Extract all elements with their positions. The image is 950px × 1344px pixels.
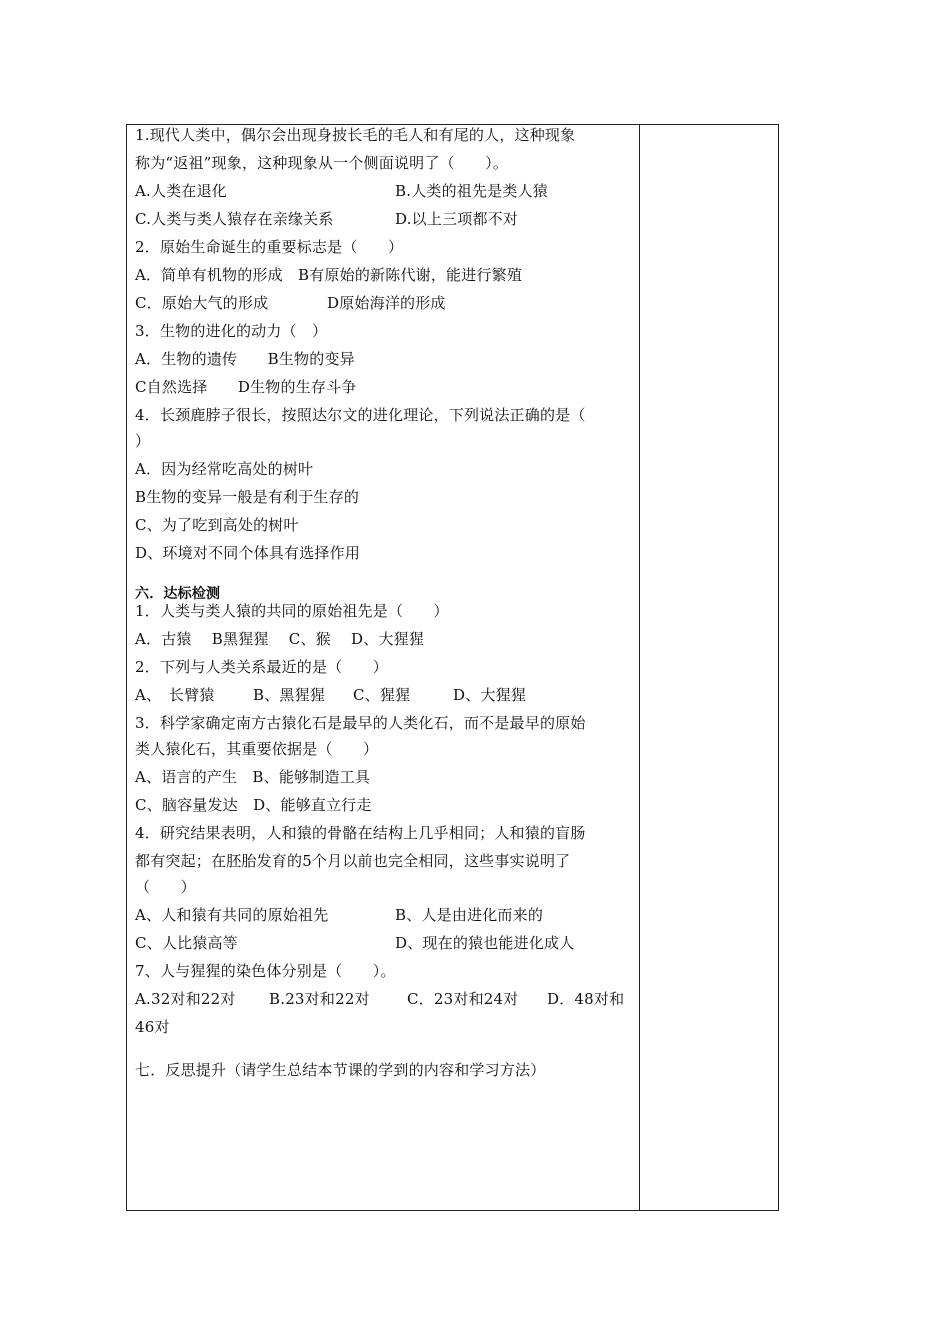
s5-q4-option-d: D、环境对不同个体具有选择作用 bbox=[135, 544, 361, 562]
s6-q4-stem-line1: 4．研究结果表明，人和猿的骨骼在结构上几乎相同；人和猿的盲肠 bbox=[135, 824, 586, 842]
s6-q7-option-d: D．48对和 bbox=[547, 990, 625, 1008]
s5-q4-option-c: C、为了吃到高处的树叶 bbox=[135, 516, 299, 534]
s6-q4-stem-line2: 都有突起；在胚胎发育的5个月以前也完全相同，这些事实说明了 bbox=[135, 852, 571, 870]
section6-heading: 六．达标检测 bbox=[135, 586, 221, 602]
s5-q2-option-c: C．原始大气的形成 bbox=[135, 294, 269, 312]
s5-q1-option-a: A.人类在退化 bbox=[135, 182, 228, 200]
s5-q2-options-row1: A．简单有机物的形成 B有原始的新陈代谢，能进行繁殖 bbox=[135, 266, 523, 284]
s5-q3-options-row2: C自然选择 D生物的生存斗争 bbox=[135, 378, 357, 396]
s6-q4-option-a: A、人和猿有共同的原始祖先 bbox=[135, 906, 329, 924]
column-divider bbox=[639, 125, 640, 1210]
s5-q4-option-a: A．因为经常吃高处的树叶 bbox=[135, 460, 314, 478]
s6-q4-option-d: D、现在的猿也能进化成人 bbox=[395, 934, 575, 952]
s6-q2-option-a: A、 长臂猿 bbox=[135, 686, 215, 704]
s6-q1-options: A．古猿 B黑猩猩 C、猴 D、大猩猩 bbox=[135, 630, 425, 648]
s6-q1-stem: 1．人类与类人猿的共同的原始祖先是（ ） bbox=[135, 602, 449, 620]
s6-q4-option-b: B、人是由进化而来的 bbox=[395, 906, 544, 924]
s6-q4-option-c: C、人比猿高等 bbox=[135, 934, 238, 952]
s5-q4-stem-line1: 4．长颈鹿脖子很长，按照达尔文的进化理论，下列说法正确的是（ bbox=[135, 406, 586, 424]
s5-q1-option-d: D.以上三项都不对 bbox=[395, 210, 519, 228]
s6-q2-option-c: C、猩猩 bbox=[353, 686, 411, 704]
worksheet-table bbox=[126, 124, 779, 1211]
s6-q7-option-c: C．23对和24对 bbox=[407, 990, 519, 1008]
s5-q1-stem-line1: 1.现代人类中，偶尔会出现身披长毛的毛人和有尾的人，这种现象 bbox=[135, 126, 576, 144]
s6-q7-option-b: B.23对和22对 bbox=[269, 990, 370, 1008]
s6-q3-options-row1: A、语言的产生 B、能够制造工具 bbox=[135, 768, 371, 786]
s5-q4-option-b: B生物的变异一般是有利于生存的 bbox=[135, 488, 360, 506]
s5-q1-option-b: B.人类的祖先是类人猿 bbox=[395, 182, 548, 200]
s5-q4-stem-line2: ） bbox=[135, 432, 151, 450]
s5-q1-option-c: C.人类与类人猿存在亲缘关系 bbox=[135, 210, 334, 228]
s6-q3-stem-line2: 类人猿化石，其重要依据是（ ） bbox=[135, 740, 379, 758]
section7-heading: 七．反思提升（请学生总结本节课的学到的内容和学习方法） bbox=[135, 1061, 546, 1079]
s6-q2-stem: 2．下列与人类关系最近的是（ ） bbox=[135, 658, 388, 676]
s6-q2-option-b: B、黑猩猩 bbox=[253, 686, 326, 704]
s6-q4-stem-line3: （ ） bbox=[135, 878, 196, 896]
s5-q3-stem: 3．生物的进化的动力（ ） bbox=[135, 322, 328, 340]
s6-q2-option-d: D、大猩猩 bbox=[453, 686, 527, 704]
s6-q3-options-row2: C、脑容量发达 D、能够直立行走 bbox=[135, 796, 372, 814]
s5-q2-option-d: D原始海洋的形成 bbox=[327, 294, 446, 312]
s5-q3-options-row1: A．生物的遗传 B生物的变异 bbox=[135, 350, 355, 368]
s5-q1-stem-line2: 称为“返祖”现象，这种现象从一个侧面说明了（ ）。 bbox=[135, 154, 509, 172]
s6-q3-stem-line1: 3．科学家确定南方古猿化石是最早的人类化石，而不是最早的原始 bbox=[135, 714, 586, 732]
s5-q2-stem: 2．原始生命诞生的重要标志是（ ） bbox=[135, 238, 404, 256]
s6-q7-option-a: A.32对和22对 bbox=[135, 990, 236, 1008]
s6-q7-stem: 7、人与猩猩的染色体分别是（ ）。 bbox=[135, 962, 396, 980]
s6-q7-option-d-continued: 46对 bbox=[135, 1018, 170, 1036]
